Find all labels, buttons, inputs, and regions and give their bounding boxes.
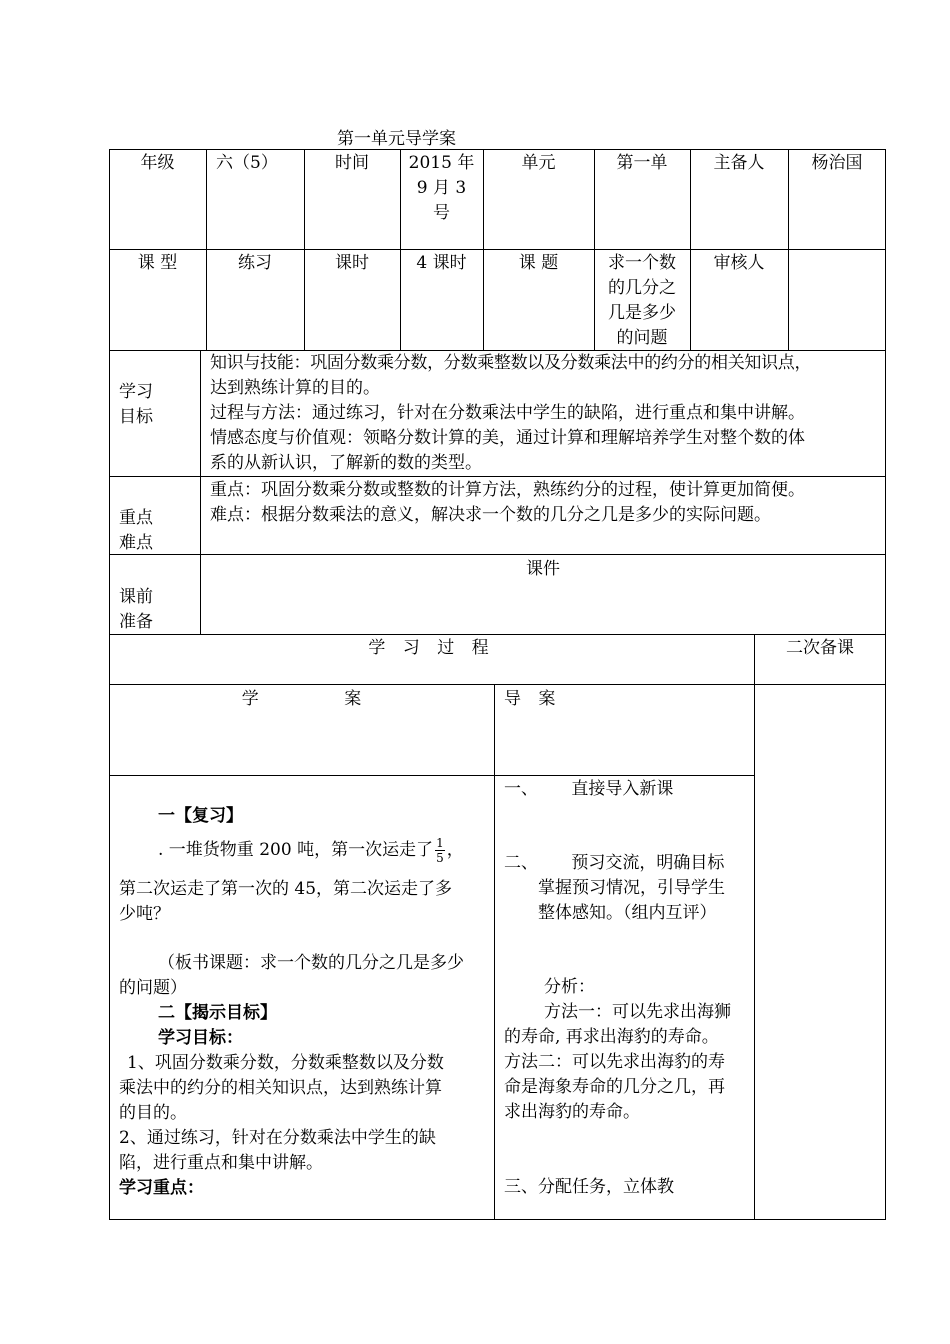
row-divider (109, 684, 886, 685)
study-plan-heading: 学 案 (241, 689, 362, 709)
reviewer-label: 审核人 (713, 253, 765, 273)
goals-line: 系的从新认识，了解新的数的类型。 (210, 453, 482, 473)
problem-line3: 少吨？ (119, 904, 170, 924)
problem-text: . 一堆货物重 200 吨，第一次运走了 (158, 840, 434, 860)
guide-method2-line3: 求出海豹的寿命。 (504, 1102, 640, 1122)
time-value-line1: 2015 年 (408, 153, 475, 173)
col-divider (494, 684, 495, 1220)
guide-method1-line1: 方法一：可以先求出海狮 (544, 1002, 731, 1022)
guide-step2-line3: 整体感知。（组内互评） (538, 903, 717, 923)
lead-value: 杨治国 (811, 153, 863, 173)
guide-plan-heading: 导 案 (504, 689, 556, 709)
guide-step2-line1: 二、 预习交流，明确目标 (504, 853, 725, 873)
goal-sub: 学习目标： (158, 1028, 243, 1048)
guide-step2-line2: 掌握预习情况，引导学生 (538, 878, 725, 898)
goal2-line1: 2、通过练习，针对在分数乘法中学生的缺 (119, 1128, 436, 1148)
goals-label-line1: 学习 (119, 382, 153, 402)
time-label: 时间 (335, 153, 369, 173)
col-divider (200, 350, 201, 635)
hours-label: 课时 (335, 253, 369, 273)
problem-comma: ， (446, 840, 464, 860)
prep-label-line1: 课前 (119, 587, 153, 607)
process-heading: 学 习 过 程 (368, 638, 495, 658)
time-value-line3: 号 (433, 203, 450, 223)
unit-value: 第一单 (616, 153, 668, 173)
row-divider (109, 775, 754, 776)
guide-method2-line1: 方法二：可以先求出海豹的寿 (504, 1052, 725, 1072)
col-divider (788, 149, 789, 350)
key-label-line2: 难点 (119, 533, 153, 553)
col-divider (754, 634, 755, 1220)
second-prep-heading: 二次备课 (786, 638, 854, 658)
goals-line: 达到熟练计算的目的。 (210, 378, 380, 398)
col-divider (206, 149, 207, 350)
key-line: 难点：根据分数乘法的意义，解决求一个数的几分之几是多少的实际问题。 (210, 505, 771, 525)
type-value: 练习 (238, 253, 272, 273)
problem-line2: 第二次运走了第一次的 45，第二次运走了多 (119, 879, 453, 899)
topic-value-line2: 的几分之 (608, 278, 676, 298)
goal1-line2: 乘法中的约分的相关知识点，达到熟练计算 (119, 1078, 442, 1098)
type-label: 课 型 (137, 253, 178, 273)
goal1-line1: 1、巩固分数乘分数，分数乘整数以及分数 (127, 1053, 444, 1073)
grade-label: 年级 (140, 153, 175, 173)
board-line2: 的问题） (119, 978, 187, 998)
col-divider (483, 149, 484, 350)
guide-step1: 一、 直接导入新课 (504, 779, 674, 799)
row-divider (109, 476, 886, 477)
goals-line: 知识与技能：巩固分数乘分数，分数乘整数以及分数乘法中的约分的相关知识点， (210, 353, 812, 373)
guide-analysis: 分析： (544, 977, 595, 997)
goals-line: 过程与方法：通过练习，针对在分数乘法中学生的缺陷，进行重点和集中讲解。 (210, 403, 805, 423)
goals-line: 情感态度与价值观：领略分数计算的美，通过计算和理解培养学生对整个数的体 (210, 428, 805, 448)
topic-value-line3: 几是多少 (608, 303, 676, 323)
guide-step3: 三、分配任务，立体教 (504, 1177, 674, 1197)
guide-method2-line2: 命是海象寿命的几分之几，再 (504, 1077, 725, 1097)
fraction-denominator: 5 (436, 851, 444, 865)
topic-value-line1: 求一个数 (608, 253, 676, 273)
topic-value-line4: 的问题 (616, 328, 668, 348)
goal1-line3: 的目的。 (119, 1103, 187, 1123)
board-line1: （板书课题：求一个数的几分之几是多少 (158, 953, 464, 973)
problem-line1 (158, 836, 464, 865)
row-divider (109, 249, 886, 250)
fraction-one-fifth (435, 836, 445, 865)
hours-value: 4 课时 (416, 253, 467, 273)
goals-label-line2: 目标 (119, 407, 153, 427)
key-heading: 学习重点： (119, 1178, 204, 1198)
page-title: 第一单元导学案 (337, 129, 456, 149)
key-line: 重点：巩固分数乘分数或整数的计算方法，熟练约分的过程，使计算更加简便。 (210, 480, 805, 500)
fraction-numerator: 1 (436, 836, 444, 850)
grade-value: 六（5） (216, 153, 278, 173)
col-divider (690, 149, 691, 350)
key-label-line1: 重点 (119, 508, 153, 528)
time-value-line2: 9 月 3 (416, 178, 467, 198)
goal2-line2: 陷，进行重点和集中讲解。 (119, 1153, 323, 1173)
unit-label: 单元 (521, 153, 556, 173)
prep-label-line2: 准备 (119, 612, 153, 632)
review-heading: 一【复习】 (158, 806, 243, 826)
guide-method1-line2: 的寿命, 再求出海豹的寿命。 (504, 1027, 719, 1047)
row-divider (109, 554, 886, 555)
goal-heading: 二【揭示目标】 (158, 1003, 277, 1023)
topic-label: 课 题 (518, 253, 559, 273)
prep-value: 课件 (526, 559, 560, 579)
lead-label: 主备人 (713, 153, 765, 173)
col-divider (304, 149, 305, 350)
